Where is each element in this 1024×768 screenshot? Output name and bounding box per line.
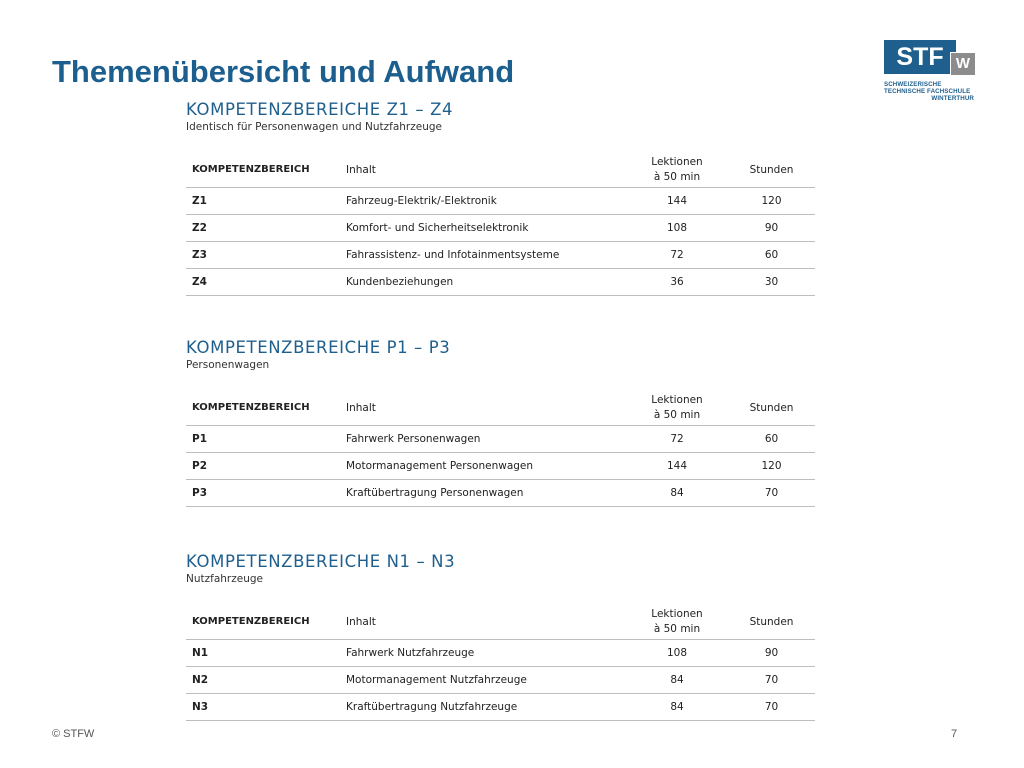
page-number: 7 (951, 728, 958, 740)
cell-hours: 70 (728, 480, 815, 507)
header-area: KOMPETENZBEREICH (186, 152, 346, 188)
cell-lessons: 84 (626, 667, 728, 694)
header-lessons: Lektionen à 50 min (626, 604, 728, 640)
cell-content: Kraftübertragung Personenwagen (346, 480, 626, 507)
cell-lessons: 108 (626, 215, 728, 242)
table-row (186, 667, 815, 694)
section-heading: KOMPETENZBEREICHE Z1 – Z4 (186, 100, 454, 119)
cell-area: Z2 (186, 215, 346, 242)
cell-content: Komfort- und Sicherheitselektronik (346, 215, 626, 242)
page-title: Themenübersicht und Aufwand (52, 54, 515, 89)
cell-lessons: 144 (626, 188, 728, 215)
cell-content: Motormanagement Nutzfahrzeuge (346, 667, 626, 694)
cell-hours: 70 (728, 667, 815, 694)
logo-line-3: WINTERTHUR (931, 95, 974, 102)
header-hours: Stunden (728, 152, 815, 188)
cell-content: Fahrassistenz- und Infotainmentsysteme (346, 242, 626, 269)
cell-area: N3 (186, 694, 346, 721)
logo-w-badge: W (950, 52, 976, 76)
cell-content: Kraftübertragung Nutzfahrzeuge (346, 694, 626, 721)
logo-line-2: TECHNISCHE FACHSCHULE (884, 88, 971, 95)
header-hours: Stunden (728, 390, 815, 426)
section-subtitle: Personenwagen (186, 359, 270, 371)
header-hours: Stunden (728, 604, 815, 640)
cell-hours: 70 (728, 694, 815, 721)
header-area: KOMPETENZBEREICH (186, 604, 346, 640)
cell-lessons: 72 (626, 426, 728, 453)
table-row (186, 640, 815, 667)
table-row (186, 480, 815, 507)
cell-hours: 120 (728, 188, 815, 215)
header-lessons: Lektionen à 50 min (626, 390, 728, 426)
competence-table (186, 152, 815, 296)
cell-area: N1 (186, 640, 346, 667)
table-row (186, 215, 815, 242)
header-content: Inhalt (346, 390, 626, 426)
stfw-logo (884, 40, 980, 106)
section-p (186, 338, 815, 507)
logo-text (884, 81, 980, 102)
cell-hours: 30 (728, 269, 815, 296)
table-row (186, 426, 815, 453)
cell-lessons: 108 (626, 640, 728, 667)
header-content: Inhalt (346, 604, 626, 640)
cell-hours: 60 (728, 242, 815, 269)
table-row (186, 269, 815, 296)
header-lessons: Lektionen à 50 min (626, 152, 728, 188)
section-subtitle: Identisch für Personenwagen und Nutzfahrzeuge (186, 121, 442, 133)
cell-area: Z3 (186, 242, 346, 269)
cell-area: P2 (186, 453, 346, 480)
competence-table (186, 604, 815, 721)
cell-lessons: 36 (626, 269, 728, 296)
table-row (186, 694, 815, 721)
logo-line-1: SCHWEIZERISCHE (884, 81, 942, 88)
cell-lessons: 84 (626, 694, 728, 721)
cell-content: Motormanagement Personenwagen (346, 453, 626, 480)
cell-hours: 120 (728, 453, 815, 480)
cell-area: N2 (186, 667, 346, 694)
table-row (186, 188, 815, 215)
competence-table (186, 390, 815, 507)
cell-content: Fahrzeug-Elektrik/-Elektronik (346, 188, 626, 215)
footer-copyright: © STFW (52, 728, 95, 740)
cell-area: Z1 (186, 188, 346, 215)
table-header-row (186, 390, 815, 426)
section-heading: KOMPETENZBEREICHE P1 – P3 (186, 338, 451, 357)
cell-content: Kundenbeziehungen (346, 269, 626, 296)
cell-hours: 90 (728, 640, 815, 667)
header-content: Inhalt (346, 152, 626, 188)
logo-stf-mark: STF (884, 40, 956, 74)
cell-content: Fahrwerk Nutzfahrzeuge (346, 640, 626, 667)
section-subtitle: Nutzfahrzeuge (186, 573, 263, 585)
table-header-row (186, 604, 815, 640)
cell-hours: 90 (728, 215, 815, 242)
cell-lessons: 144 (626, 453, 728, 480)
section-heading: KOMPETENZBEREICHE N1 – N3 (186, 552, 456, 571)
cell-hours: 60 (728, 426, 815, 453)
cell-content: Fahrwerk Personenwagen (346, 426, 626, 453)
header-area: KOMPETENZBEREICH (186, 390, 346, 426)
table-row (186, 453, 815, 480)
cell-area: P3 (186, 480, 346, 507)
cell-area: Z4 (186, 269, 346, 296)
cell-lessons: 72 (626, 242, 728, 269)
section-n (186, 552, 815, 721)
section-z (186, 100, 815, 296)
table-row (186, 242, 815, 269)
table-header-row (186, 152, 815, 188)
cell-area: P1 (186, 426, 346, 453)
cell-lessons: 84 (626, 480, 728, 507)
